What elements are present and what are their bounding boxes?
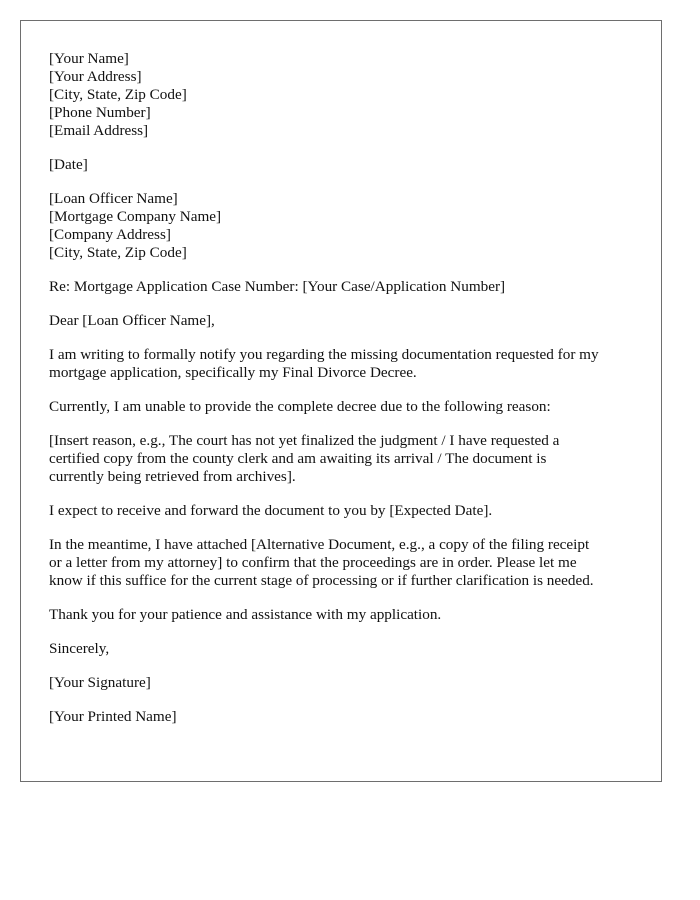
paragraph-line: or a letter from my attorney] to confirm that the proceedings are in order. Please let me (49, 554, 577, 571)
recipient-block (49, 190, 633, 262)
recipient-address: [Company Address] (49, 226, 171, 243)
paragraph-line: certified copy from the county clerk and am awaiting its arrival / The document is (49, 450, 547, 467)
subject-line (49, 278, 633, 296)
sender-name: [Your Name] (49, 50, 129, 67)
letter-page (20, 20, 662, 782)
paragraph-line: Currently, I am unable to provide the complete decree due to the following reason: (49, 398, 551, 415)
body-paragraph-6 (49, 606, 633, 624)
body-paragraph-3 (49, 432, 633, 486)
date-block (49, 156, 633, 174)
sender-phone: [Phone Number] (49, 104, 151, 121)
recipient-name: [Loan Officer Name] (49, 190, 178, 207)
paragraph-line: In the meantime, I have attached [Alternative Document, e.g., a copy of the filing receipt (49, 536, 590, 553)
paragraph-line: [Insert reason, e.g., The court has not yet finalized the judgment / I have requested a (49, 432, 560, 449)
recipient-company: [Mortgage Company Name] (49, 208, 222, 225)
sender-email: [Email Address] (49, 122, 149, 139)
recipient-city-state-zip: [City, State, Zip Code] (49, 244, 187, 261)
subject-text: Re: Mortgage Application Case Number: [Your Case/Application Number] (49, 278, 506, 295)
sender-address: [Your Address] (49, 68, 142, 85)
sender-city-state-zip: [City, State, Zip Code] (49, 86, 187, 103)
body-paragraph-2 (49, 398, 633, 416)
printed-name: [Your Printed Name] (49, 708, 177, 725)
paragraph-line: I am writing to formally notify you regarding the missing documentation requested for my (49, 346, 599, 363)
signature-block (49, 674, 633, 692)
paragraph-line: I expect to receive and forward the document to you by [Expected Date]. (49, 502, 493, 519)
signature-placeholder: [Your Signature] (49, 674, 151, 691)
closing (49, 640, 633, 658)
salutation-text: Dear [Loan Officer Name], (49, 312, 215, 329)
paragraph-line: mortgage application, specifically my Final Divorce Decree. (49, 364, 417, 381)
salutation (49, 312, 633, 330)
sender-block (49, 50, 633, 140)
letter-date: [Date] (49, 156, 88, 173)
body-paragraph-1 (49, 346, 633, 382)
paragraph-line: currently being retrieved from archives]. (49, 468, 296, 485)
paragraph-line: know if this suffice for the current stage of processing or if further clarification is needed. (49, 572, 594, 589)
paragraph-line: Thank you for your patience and assistance with my application. (49, 606, 442, 623)
body-paragraph-5 (49, 536, 633, 590)
closing-text: Sincerely, (49, 640, 110, 657)
printed-name-block (49, 708, 633, 726)
body-paragraph-4 (49, 502, 633, 520)
